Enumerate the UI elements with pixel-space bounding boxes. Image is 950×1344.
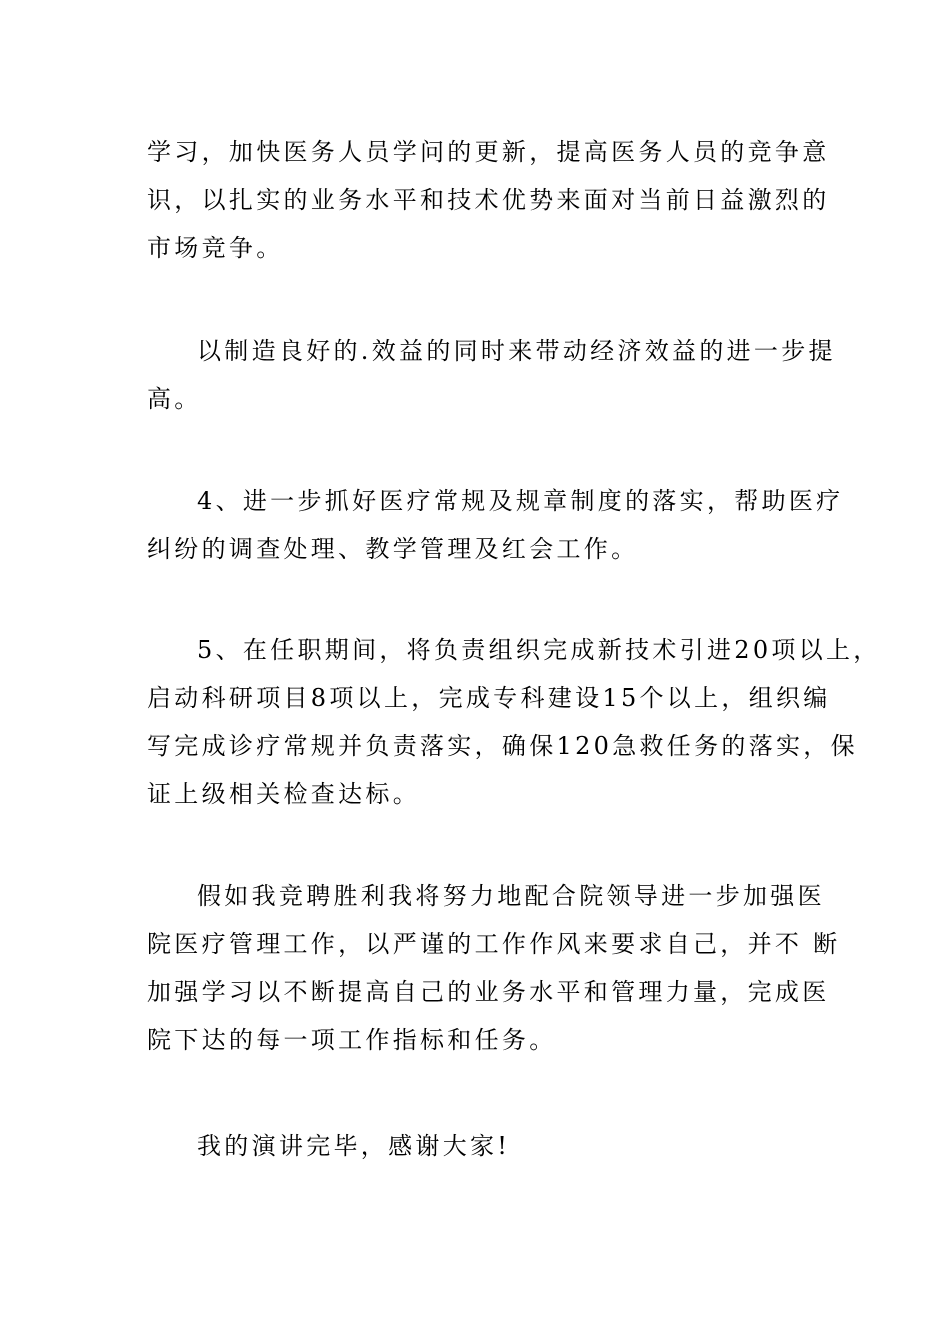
paragraph-line: 高。 bbox=[147, 385, 202, 413]
paragraph-line: 写完成诊疗常规并负责落实，确保120急救任务的落实，保 bbox=[147, 732, 858, 760]
paragraph-line: 5、在任职期间，将负责组织完成新技术引进20项以上， bbox=[197, 636, 881, 664]
paragraph-line: 学习，加快医务人员学问的更新，提高医务人员的竞争意 bbox=[147, 138, 830, 166]
paragraph-5 bbox=[147, 872, 841, 1064]
paragraph-line: 市场竞争。 bbox=[147, 234, 284, 262]
paragraph-line: 我的演讲完毕，感谢大家! bbox=[197, 1132, 511, 1160]
paragraph-line: 加强学习以不断提高自己的业务水平和管理力量，完成医 bbox=[147, 978, 830, 1006]
paragraph-3 bbox=[147, 477, 844, 573]
paragraph-6 bbox=[147, 1122, 807, 1170]
paragraph-line: 启动科研项目8项以上，完成专科建设15个以上，组织编 bbox=[147, 684, 831, 712]
paragraph-line: 假如我竞聘胜利我将努力地配合院领导进一步加强医 bbox=[197, 882, 825, 910]
paragraph-line: 识，以扎实的业务水平和技术优势来面对当前日益激烈的 bbox=[147, 186, 830, 214]
paragraph-2 bbox=[147, 327, 836, 423]
paragraph-line: 4、进一步抓好医疗常规及规章制度的落实，帮助医疗 bbox=[197, 487, 844, 515]
paragraph-1 bbox=[147, 128, 830, 272]
paragraph-line: 院下达的每一项工作指标和任务。 bbox=[147, 1026, 557, 1054]
paragraph-4 bbox=[147, 626, 881, 818]
paragraph-line: 证上级相关检查达标。 bbox=[147, 780, 420, 808]
paragraph-line: 纠纷的调查处理、教学管理及红会工作。 bbox=[147, 535, 639, 563]
paragraph-line: 院医疗管理工作，以严谨的工作作风来要求自己，并不 断 bbox=[147, 930, 841, 958]
paragraph-line: 以制造良好的.效益的同时来带动经济效益的进一步提 bbox=[197, 337, 836, 365]
